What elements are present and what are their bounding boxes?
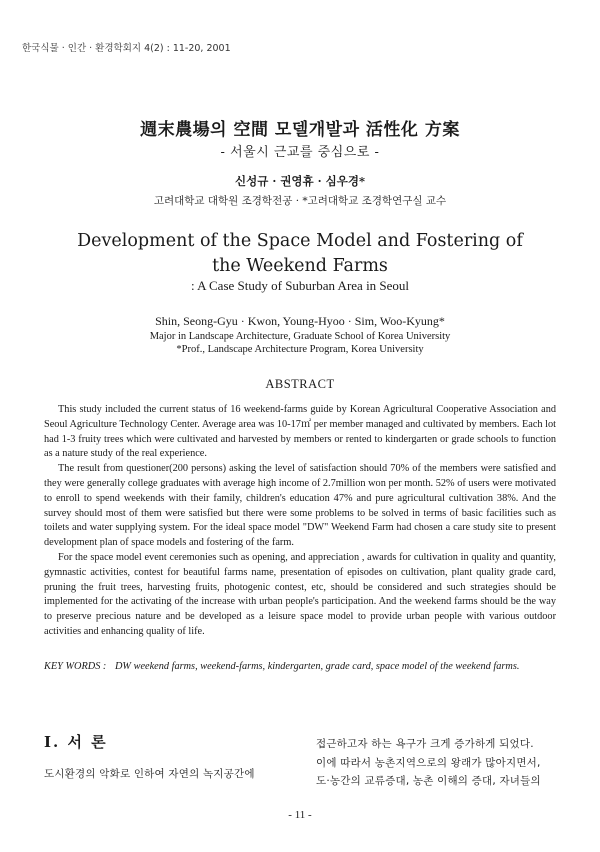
english-title — [0, 229, 600, 279]
keywords — [44, 660, 556, 675]
body-line: 도·농간의 교류증대, 농촌 이해의 증대, 자녀들의 — [316, 775, 541, 787]
korean-authors: 신성규 · 권영휴 · 심우경* — [234, 174, 366, 188]
abstract-paragraph: This study included the current status of 16 weekend-farms guide by Korean Agricultural Cooperative Association and Seoul Agriculture Technology Center. Average area was 10-17㎡ per member managed and cultivated by members. Each lot had 1-3 fruity trees which were cultivated and harvested by members or rented to kindergarten or grade schools to function as a nature study of the real experience. — [44, 404, 556, 460]
english-authors: Shin, Seong-Gyu · Kwon, Young-Hyoo · Sim, Woo-Kyung* — [155, 314, 445, 328]
abstract-paragraph: The result from questioner(200 persons) asking the level of satisfaction should 70% of the members were satisfied and they were generally college graduates with average high income of 2.7million won per month. 52% of users were motivated to enroll to spend weekends with their family, children's education 47% and pure agricultural cultivation 38%. And the survey should most of them were satisfied but there were some problems to be solved in terms of basic facilities such as toilets and water supplying system. For the ideal space model "DW" Weekend Farm had chosen a care study site to present development plan of space models and fostering of the farm. — [44, 463, 556, 549]
english-affiliation-line-2: *Prof., Landscape Architecture Program, Korea University — [176, 344, 424, 355]
korean-affiliation: 고려대학교 대학원 조경학전공 · *고려대학교 조경학연구실 교수 — [153, 195, 447, 207]
body-right-column — [316, 735, 556, 791]
english-title-line-1: Development of the Space Model and Fostering of — [77, 231, 523, 251]
section-heading-introduction: Ⅰ. 서 론 — [44, 733, 108, 751]
english-affiliation-line-1: Major in Landscape Architecture, Graduate School of Korea University — [149, 331, 451, 342]
keywords-text: DW weekend farms, weekend-farms, kindergarten, grade card, space model of the weekend farms. — [115, 661, 520, 672]
running-head: 한국식물 · 인간 · 환경학회지 4(2) : 11-20, 2001 — [22, 43, 231, 54]
abstract-paragraph: For the space model event ceremonies such as opening, and appreciation , awards for cultivation in quality and quantity, gymnastic activities, contest for beautiful farms name, presentation of episodes on cultivation, plant quality grade card, pruning the fruit trees, harvesting fruits, photogenic contest, etc, should be considered and such strategies should be implemented for the activating of the increase with urban people's participation. And the weekend farms should be the way to preserve precious nature and be developed as a leisure space model to provide urban people with various outdoor activities and enhancing quality of life. — [44, 551, 556, 637]
english-affiliation — [0, 330, 600, 356]
page-number: - 11 - — [288, 809, 312, 821]
english-subtitle: : A Case Study of Suburban Area in Seoul — [190, 278, 410, 293]
abstract-body — [44, 403, 556, 640]
korean-subtitle: - 서울시 근교를 중심으로 - — [220, 145, 380, 160]
body-left-column: 도시환경의 악화로 인하여 자연의 녹지공간에 — [44, 768, 255, 780]
body-line: 접근하고자 하는 욕구가 크게 증가하게 되었다. — [316, 738, 534, 750]
korean-title: 週末農場의 空間 모델개발과 活性化 方案 — [140, 120, 460, 140]
english-title-line-2: the Weekend Farms — [212, 256, 388, 276]
keywords-label: KEY WORDS : — [44, 661, 107, 672]
abstract-heading: ABSTRACT — [265, 377, 335, 391]
body-line: 이에 따라서 농촌지역으로의 왕래가 많아지면서, — [316, 756, 541, 769]
